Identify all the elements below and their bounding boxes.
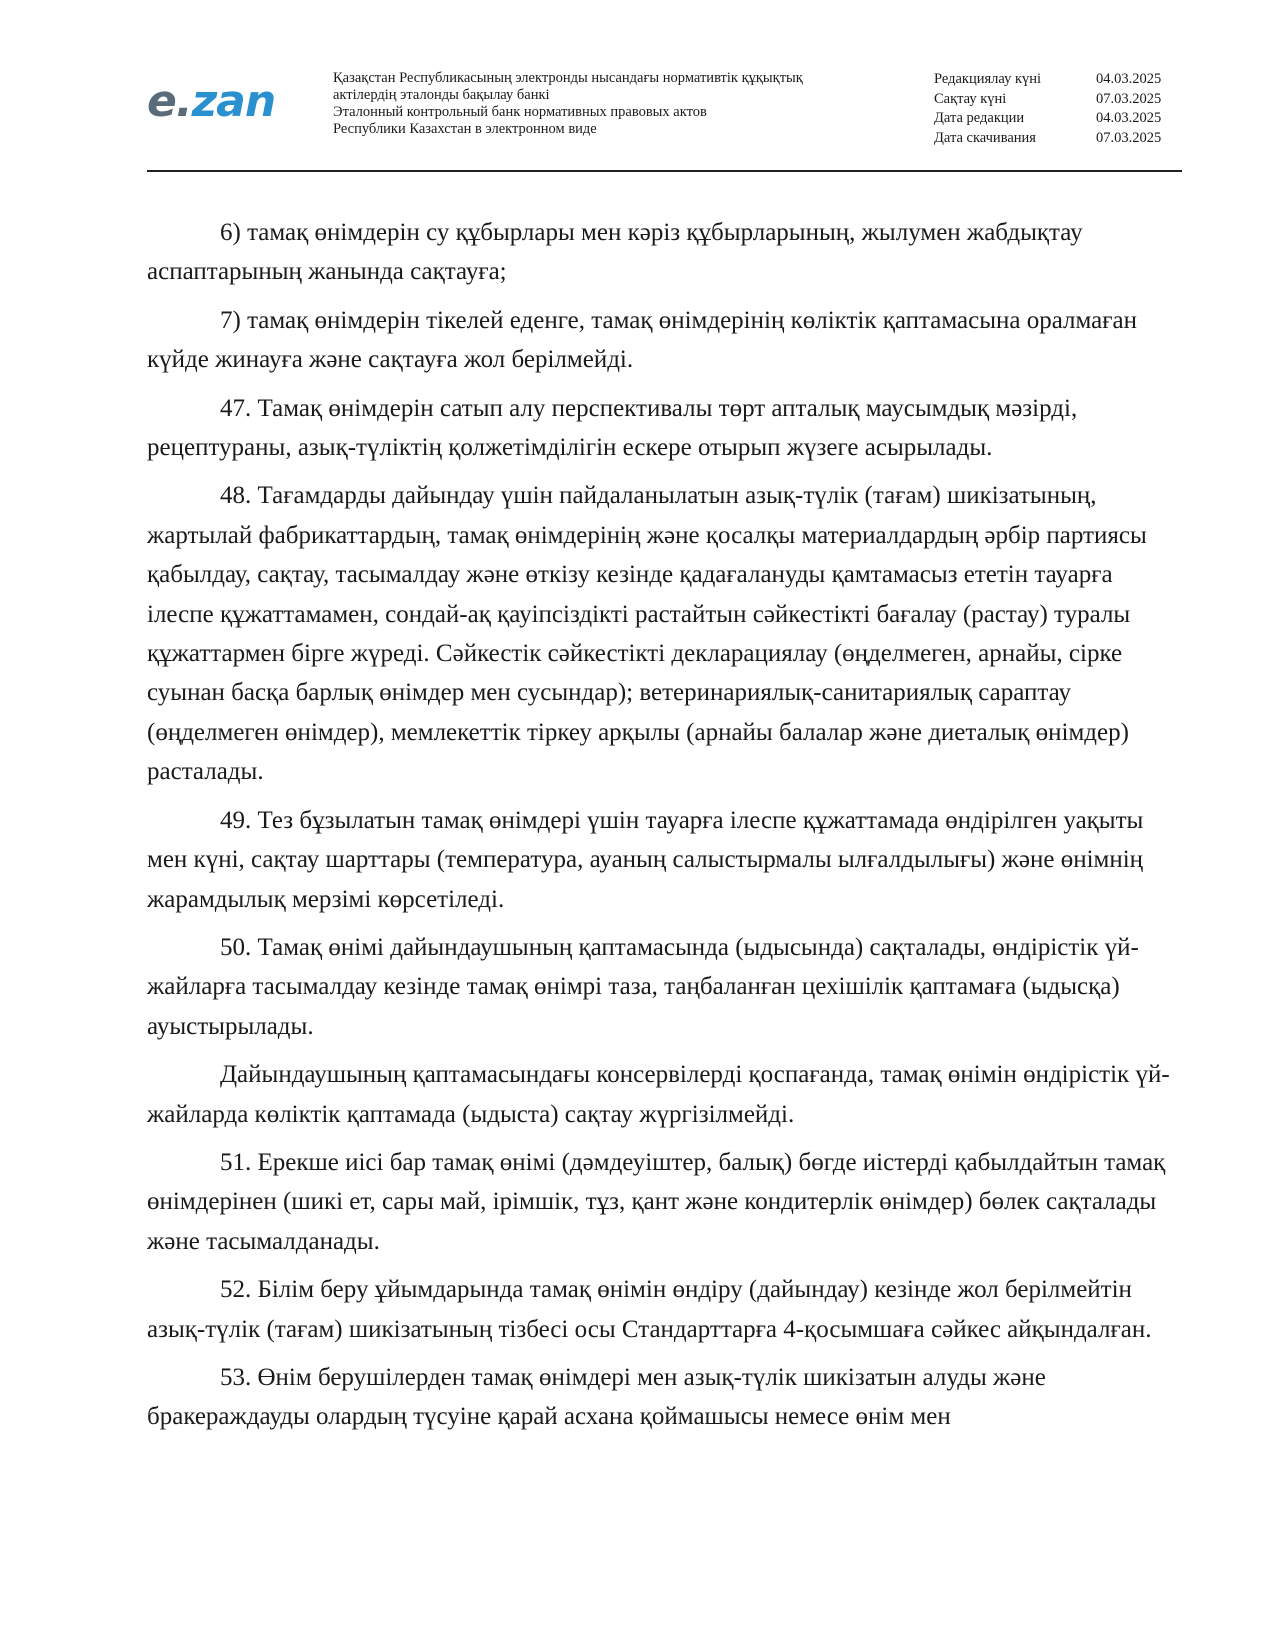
paragraph: 6) тамақ өнімдерін су құбырлары мен кәріз құбырларының, жылумен жабдықтау аспаптарының жанында сақтауға; [147,219,1083,286]
meta-label: Дата редакции [934,110,1025,126]
bank-title-line: актілердің эталонды бақылау банкі [333,87,550,103]
paragraph: 7) тамақ өнімдерін тікелей еденге, тамақ өнімдерінің көліктік қаптамасына оралмаған күйде жинауға және сақтауға жол берілмейді. [147,306,1137,374]
bank-title-line: Эталонный контрольный банк нормативных правовых актов [333,104,707,120]
paragraph: 50. Тамақ өнімі дайындаушының қаптамасында (ыдысында) сақталады, өндірістік үй-жайларға тасымалдау кезінде тамақ өнімрі таза, таңбаланған цехішілік қаптамаға (ыдысқа) ауыстырылады. [147,933,1139,1040]
edition-dates [934,70,1161,148]
meta-row [934,90,1161,110]
paragraph: 48. Тағамдарды дайындау үшін пайдаланылатын азық-түлік (тағам) шикізатының, жартылай фабрикаттардың, тамақ өнімдерінің және қосалқы материалдардың әрбір партиясы қабылдау, сақтау, тасымалдау және өткізу кезінде қадағалануды қамтамасыз ететін тауарға ілеспе құжаттамамен, сондай-ақ қауіпсіздікті растайтын сәйкестікті бағалау (растау) туралы құжаттармен бірге жүреді. Сәйкестік сәйкестікті декларациялау (өңделмеген, арнайы, сірке суынан басқа барлық өнімдер мен сусындар); ветеринариялық-санитариялық сараптау (өңделмеген өнімдер), мемлекеттік тіркеу арқылы (арнайы балалар және диеталық өнімдер) расталады. [147,482,1147,786]
paragraph: 53. Өнім берушілерден тамақ өнімдері мен азық-түлік шикізатын алуды және бракераждауды олардың түсуіне қарай асхана қоймашысы немесе өнім мен [147,1363,1046,1431]
meta-value: 04.03.2025 [1096,110,1162,126]
meta-value: 07.03.2025 [1096,129,1162,146]
meta-value: 07.03.2025 [1096,90,1162,107]
paragraph: 52. Білім беру ұйымдарында тамақ өнімін өндіру (дайындау) кезінде жол берілмейтін азық-түлік (тағам) шикізатының тізбесі осы Стандарттарға 4-қосымшаға сәйкес айқындалған. [147,1276,1152,1343]
paragraph: 51. Ерекше иісі бар тамақ өнімі (дәмдеуіштер, балық) бөгде иістерді қабылдайтын тамақ өнімдерінен (шикі ет, сары май, ірімшік, тұз, қант және кондитерлік өнімдер) бөлек сақталады және тасымалданады. [147,1148,1166,1255]
document-body [147,213,1182,1446]
bank-title-line: Қазақстан Республикасының электронды нысандағы нормативтік құқықтық [333,70,803,86]
paragraph: 47. Тамақ өнімдерін сатып алу перспективалы төрт апталық маусымдық мәзірді, рецептураны, азық-түліктің қолжетімділігін ескере отырып жүзеге асырылады. [147,394,1078,462]
meta-row [934,129,1161,149]
meta-label: Дата скачивания [934,129,1036,146]
paragraph: Дайындаушының қаптамасындағы консервілерді қоспағанда, тамақ өнімін өндірістік үй-жайларда көліктік қаптамада (ыдыста) сақтау жүргізілмейді. [147,1061,1170,1128]
paragraph: 49. Тез бұзылатын тамақ өнімдері үшін тауарға ілеспе құжаттамада өндірілген уақыты мен күні, сақтау шарттары (температура, ауаның салыстырмалы ылғалдылығы) және өнімнің жарамдылық мерзімі көрсетіледі. [147,806,1144,913]
meta-row [934,109,1161,129]
document-header [147,62,1182,172]
ezan-logo: e.zan [147,76,276,127]
meta-row [934,70,1161,90]
meta-label: Редакциялау күні [934,71,1042,87]
bank-title-line: Республики Казахстан в электронном виде [333,121,597,137]
bank-title [333,70,803,138]
meta-label: Сақтау күні [934,90,1007,107]
meta-value: 04.03.2025 [1096,71,1162,87]
